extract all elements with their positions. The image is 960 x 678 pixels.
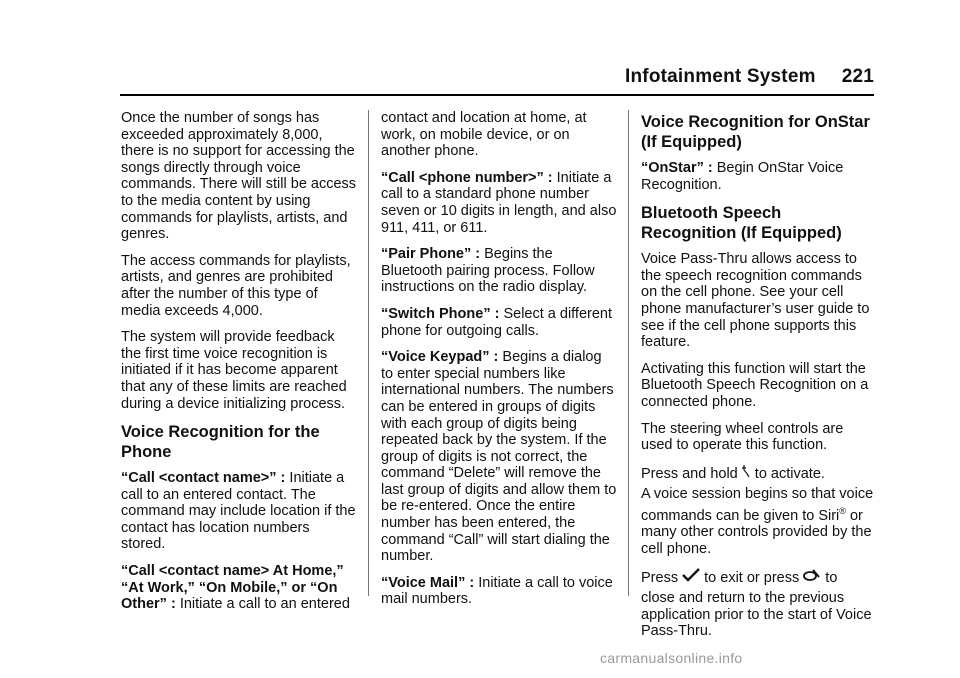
paragraph: Once the number of songs has exceeded approximately 8,000, there is no support for accessing the songs directly through voice commands. There will still be access to the media content by using commands for playlists, artists, and genres.	[121, 110, 357, 243]
checkmark-icon	[682, 568, 700, 587]
command-term: “Voice Mail” :	[381, 574, 475, 591]
command-desc: Begins a dialog to enter special numbers like international numbers. The numbers can be entered in groups of digits with each group of digits being repeated back by the system. If the group of digits is not correct, the command “Delete” will remove the last group of digits and allow them to be re-entered. Once the entire number has been entered, the command “Call” will start dialing the number.	[381, 349, 617, 565]
page-header	[625, 66, 874, 88]
command-entry	[381, 349, 617, 565]
column-divider	[368, 110, 369, 596]
paragraph: The access commands for playlists, artists, and genres are prohibited after the number of this type of media exceeds 4,000.	[121, 252, 351, 319]
end-call-icon	[803, 568, 821, 587]
command-term: “OnStar” :	[641, 160, 713, 176]
command-desc: Initiate a call to a standard phone number seven or 10 digits in length, and also 911, 411, or 611.	[381, 169, 617, 236]
paragraph: The system will provide feedback the first time voice recognition is initiated if it has become apparent that any of these limits are reached during a device initializing process.	[121, 329, 347, 412]
section-title: Infotainment System	[625, 66, 816, 87]
command-desc: Begins the Bluetooth pairing process. Follow instructions on the radio display.	[381, 246, 595, 296]
command-desc: Initiate a call to voice mail numbers.	[381, 574, 613, 608]
paragraph: A voice session begins so that voice commands can be given to Siri® or many other controls provided by the cell phone.	[641, 486, 874, 557]
column-1	[121, 110, 357, 623]
command-entry	[381, 246, 617, 296]
section-heading: Bluetooth Speech Recognition (If Equipped)	[641, 204, 842, 243]
instruction: Press to exit or press to	[641, 569, 838, 586]
paragraph: The steering wheel controls are used to operate this function.	[641, 420, 844, 454]
column-3	[641, 110, 877, 650]
command-term: “Voice Keypad” :	[381, 349, 499, 366]
column-divider	[628, 110, 629, 596]
paragraph: Activating this function will start the Bluetooth Speech Recognition on a connected phone.	[641, 360, 869, 410]
command-entry	[381, 306, 617, 339]
column-2	[381, 110, 617, 618]
command-term: “Call <contact name>” :	[121, 470, 286, 487]
command-term: “Pair Phone” :	[381, 246, 481, 263]
command-entry	[121, 470, 357, 553]
paragraph: contact and location at home, at work, on mobile device, or on another phone.	[381, 110, 587, 160]
header-rule	[120, 94, 874, 96]
paragraph: Voice Pass-Thru allows access to the speech recognition commands on the cell phone. See your cell phone manufacturer’s user guide to see if the cell phone supports this feature.	[641, 251, 870, 351]
watermark: carmanualsonline.info	[600, 650, 743, 666]
command-term: “Call <contact name> At Home,” “At Work,” “On Mobile,” or “On Other” :	[121, 563, 344, 613]
voice-talk-icon	[742, 464, 751, 483]
command-desc: Initiate a call to an entered	[179, 596, 350, 613]
page-number: 221	[841, 66, 874, 87]
command-desc: Select a different phone for outgoing calls.	[381, 305, 613, 339]
command-entry	[381, 170, 617, 236]
command-term: “Call <phone number>” :	[381, 169, 553, 186]
command-entry	[381, 575, 617, 608]
paragraph: close and return to the previous application prior to the start of Voice Pass-Thru.	[641, 590, 872, 640]
command-entry	[641, 160, 877, 193]
command-desc: Begin OnStar Voice Recognition.	[641, 160, 844, 193]
section-heading: Voice Recognition for OnStar (If Equipped)	[641, 113, 870, 151]
instruction: Press and hold to activate.	[641, 465, 825, 482]
command-desc: Initiate a call to an entered contact. The command may include location if the contact has location numbers stored.	[121, 470, 356, 553]
command-entry	[121, 563, 357, 613]
command-term: “Switch Phone” :	[381, 305, 500, 322]
section-heading: Voice Recognition for the Phone	[121, 423, 320, 462]
